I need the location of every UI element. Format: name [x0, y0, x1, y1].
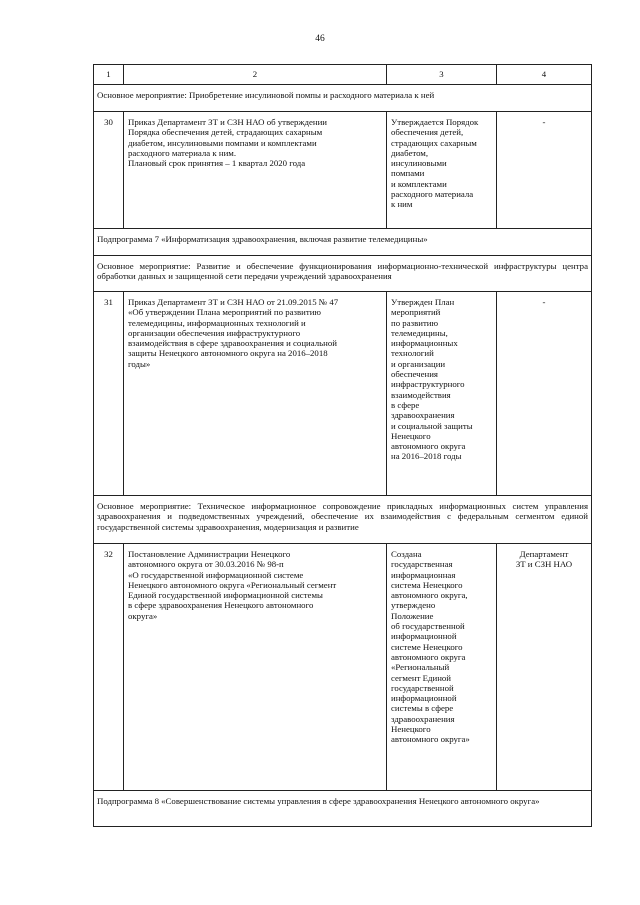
column-header: 4 [497, 65, 592, 85]
section-row [94, 85, 592, 112]
row-number: 30 [94, 112, 124, 229]
section-title: Основное мероприятие: Приобретение инсулиновой помпы и расходного материала к ней [94, 85, 592, 112]
table-row [94, 112, 592, 229]
subprogram-title: Подпрограмма 7 «Информатизация здравоохранения, включая развитие телемедицины» [94, 229, 592, 256]
column-header: 2 [124, 65, 387, 85]
column-header: 1 [94, 65, 124, 85]
table-row [94, 544, 592, 791]
responsible-cell: - [497, 292, 592, 496]
result-cell: Утверждается Порядок обеспечения детей, страдающих сахарным диабетом, инсулиновыми помпами и комплектами расходного материала к ним [387, 112, 497, 229]
column-header: 3 [387, 65, 497, 85]
result-cell: Утвержден План мероприятий по развитию телемедицины, информационных технологий и организации обеспечения инфраструктурного взаимодействия в сфере здравоохранения и социальной защиты Ненецкого автономного округа на 2016–2018 годы [387, 292, 497, 496]
responsible-cell: - [497, 112, 592, 229]
section-row [94, 496, 592, 544]
section-row [94, 256, 592, 292]
result-cell: Создана государственная информационная система Ненецкого автономного округа, утверждено Положение об государственной информационной системе Ненецкого автономного округа «Региональный сегмент Единой государственной информационной системы в сфере здравоохранения Ненецкого автономного округа» [387, 544, 497, 791]
row-number: 32 [94, 544, 124, 791]
section-row [94, 791, 592, 827]
document-cell: Приказ Департамент ЗТ и СЗН НАО об утверждении Порядка обеспечения детей, страдающих сахарным диабетом, инсулиновыми помпами и комплектами расходного материала к ним. Плановый срок принятия – 1 квартал 2020 года [124, 112, 387, 229]
measures-table [93, 64, 592, 827]
responsible-cell: Департамент ЗТ и СЗН НАО [497, 544, 592, 791]
section-title: Основное мероприятие: Развитие и обеспечение функционирования информационно-технической инфраструктуры центра обработки данных и защищенной сети передачи учреждений здравоохранения [94, 256, 592, 292]
document-cell: Постановление Администрации Ненецкого автономного округа от 30.03.2016 № 98-п «О государственной информационной системе Ненецкого автономного округа «Региональный сегмент Единой государственной информационной системы в сфере здравоохранения Ненецкого автономного округа» [124, 544, 387, 791]
subprogram-title: Подпрограмма 8 «Совершенствование системы управления в сфере здравоохранения Ненецкого автономного округа» [94, 791, 592, 827]
header-row [94, 65, 592, 85]
document-cell: Приказ Департамент ЗТ и СЗН НАО от 21.09.2015 № 47 «Об утверждении Плана мероприятий по развитию телемедицины, информационных технологий и организации обеспечения инфраструктурного взаимодействия в сфере здравоохранения и социальной защиты Ненецкого автономного округа на 2016–2018 годы» [124, 292, 387, 496]
section-title: Основное мероприятие: Техническое информационное сопровождение прикладных информационных систем управления здравоохранения и подведомственных учреждений, обеспечение их взаимодействия с федеральным сегментом единой государственной системы здравоохранения, модернизация и развитие [94, 496, 592, 544]
page-number: 46 [315, 34, 325, 44]
table-row [94, 292, 592, 496]
row-number: 31 [94, 292, 124, 496]
section-row [94, 229, 592, 256]
